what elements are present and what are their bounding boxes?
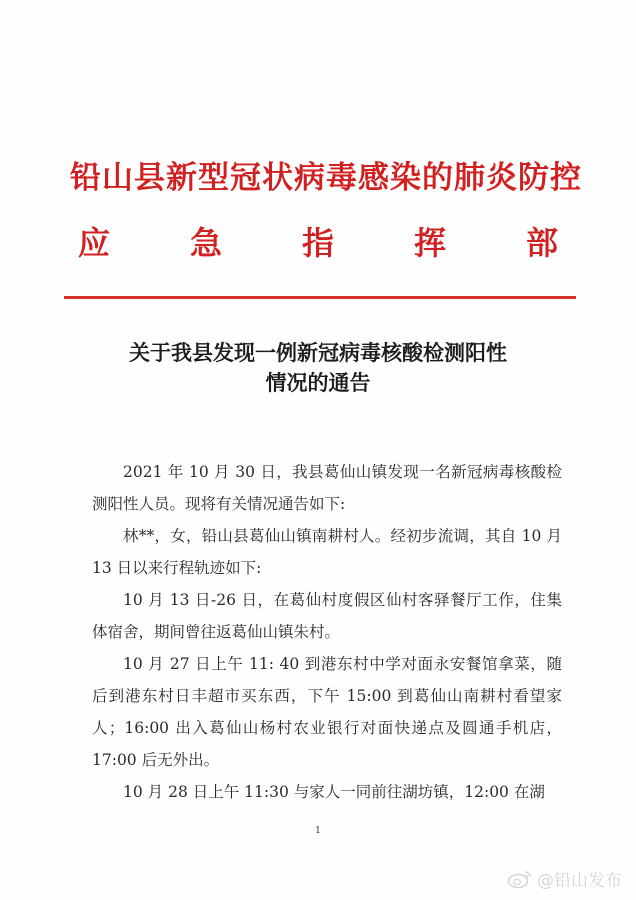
body-paragraph: 10 月 13 日-26 日，在葛仙村度假区仙村客驿餐厅工作，住集体宿舍，期间曾往返葛仙山镇朱村。 (92, 591, 562, 641)
watermark-text: @铅山发布 (537, 871, 622, 891)
org-line2-char: 指 (301, 224, 334, 262)
notice-title (60, 338, 576, 398)
notice-title-line2: 情况的通告 (265, 370, 371, 395)
org-line2-char: 应 (78, 224, 111, 262)
issuing-organization-line2 (78, 218, 558, 264)
org-line2-char: 部 (525, 224, 558, 262)
org-line2-char: 急 (189, 224, 222, 262)
notice-body (92, 456, 562, 808)
notice-title-line1: 关于我县发现一例新冠病毒核酸检测阳性 (129, 340, 507, 365)
weibo-watermark (507, 866, 622, 891)
issuing-organization-line1: 铅山县新型冠状病毒感染的肺炎防控 (70, 160, 582, 196)
body-paragraph: 2021 年 10 月 30 日，我县葛仙山镇发现一名新冠病毒核酸检测阳性人员。现将有关情况通告如下: (92, 463, 562, 513)
red-divider (64, 296, 576, 299)
body-paragraph: 10 月 28 日上午 11:30 与家人一同前往湖坊镇，12:00 在湖 (123, 783, 545, 801)
body-paragraph: 10 月 27 日上午 11: 40 到港东村中学对面永安餐馆拿菜，随后到港东村日丰超市买东西，下午 15:00 到葛仙山南耕村看望家人；16:00 出入葛仙山杨村农业银行对面快递点及圆通手机店，17:00 后无外出。 (92, 655, 562, 769)
org-line2-char: 挥 (413, 224, 446, 262)
weibo-icon (507, 869, 533, 889)
page-number: 1 (315, 826, 321, 836)
body-paragraph: 林**，女，铅山县葛仙山镇南耕村人。经初步流调，其自 10 月 13 日以来行程轨迹如下: (92, 527, 562, 577)
